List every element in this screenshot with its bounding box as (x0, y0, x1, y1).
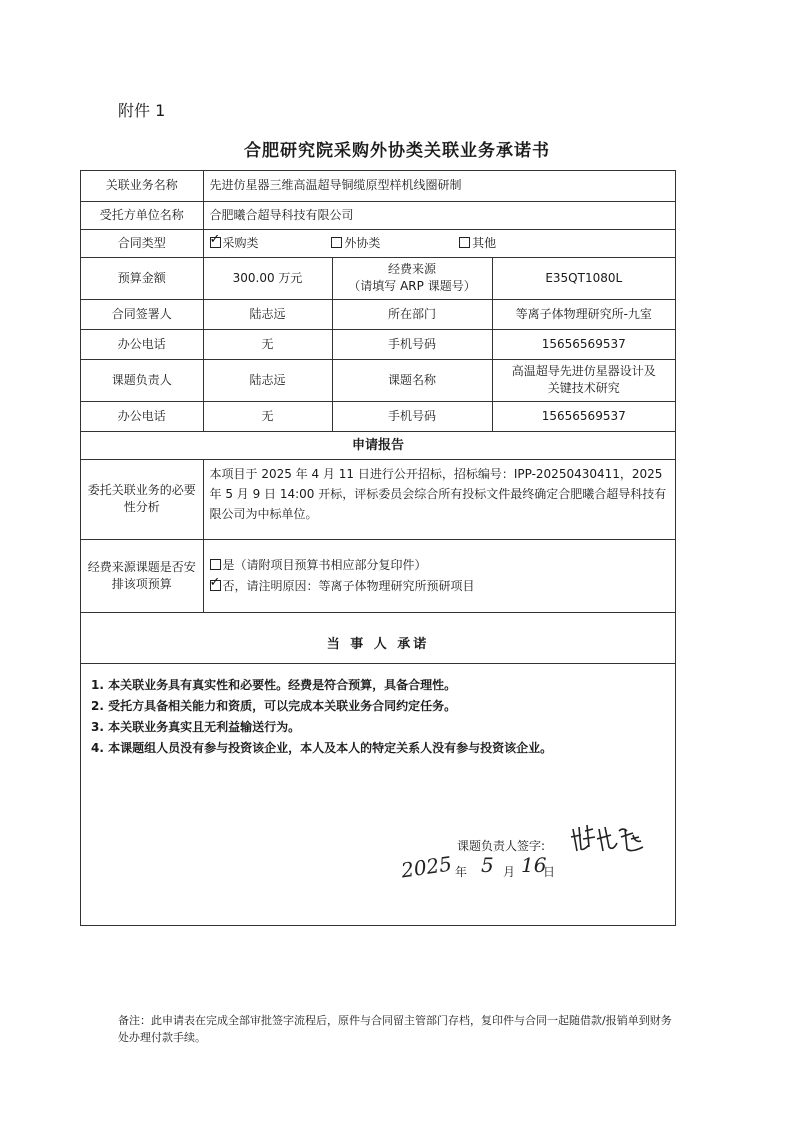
handwritten-signature (569, 821, 649, 857)
business-name-value: 先进仿星器三维高温超导铜缆原型样机线圈研制 (203, 171, 675, 201)
contract-type-option[interactable]: ✓ 采购类 (209, 231, 259, 250)
pledge-item: 1. 本关联业务具有真实性和必要性。经费是符合预算，具备合理性。 (91, 678, 457, 692)
signer-label: 合同签署人 (81, 299, 203, 329)
info-table (81, 171, 675, 613)
application-heading: 申请报告 (81, 431, 675, 459)
date-year: 2025 (399, 851, 454, 883)
dept-label: 所在部门 (332, 299, 492, 329)
attachment-label: 附件 1 (118, 101, 166, 120)
client-label: 受托方单位名称 (81, 201, 203, 229)
pledge-heading: 当 事 人 承诺 (81, 626, 675, 664)
checkbox-icon (459, 237, 470, 248)
pledge-item: 3. 本关联业务真实且无利益输送行为。 (91, 720, 301, 734)
signature-date (393, 853, 593, 893)
client-value: 合肥曦合超导科技有限公司 (203, 201, 675, 229)
pledge-list (91, 675, 552, 759)
dept-value: 等离子体物理研究所-九室 (492, 299, 675, 329)
fund-source-value: E35QT1080L (492, 257, 675, 299)
date-month: 5 (481, 853, 494, 877)
mobile-label: 手机号码 (332, 401, 492, 431)
footnote: 备注：此申请表在完成全部审批签字流程后，原件与合同留主管部门存档，复印件与合同一起随借款/报销单到财务处办理付款手续。 (118, 1014, 672, 1044)
office-phone-value: 无 (203, 401, 332, 431)
form-sheet (80, 170, 676, 926)
office-phone-label: 办公电话 (81, 401, 203, 431)
mobile-value: 15656569537 (492, 329, 675, 359)
office-phone-label: 办公电话 (81, 329, 203, 359)
project-name-label: 课题名称 (332, 359, 492, 401)
signer-value: 陆志远 (203, 299, 332, 329)
document-title: 合肥研究院采购外协类关联业务承诺书 (244, 141, 550, 161)
contract-type-option[interactable]: 外协类 (331, 235, 455, 252)
date-month-unit: 月 (503, 865, 516, 879)
pledge-item: 4. 本课题组人员没有参与投资该企业，本人及本人的特定关系人没有参与投资该企业。 (91, 741, 553, 755)
office-phone-value: 无 (203, 329, 332, 359)
necessity-label: 委托关联业务的必要性分析 (81, 459, 203, 539)
fund-source-label (332, 257, 492, 299)
business-name-label: 关联业务名称 (81, 171, 203, 201)
contract-type-label: 合同类型 (81, 229, 203, 257)
checkbox-checked-icon: ✓ (209, 574, 221, 590)
checkbox-icon (331, 237, 342, 248)
budget-check-options (203, 539, 675, 612)
budget-check-label: 经费来源课题是否安排该项预算 (81, 539, 203, 612)
necessity-text: 本项目于 2025 年 4 月 11 日进行公开招标，招标编号：IPP-20250430411，2025 年 5 月 9 日 14:00 开标，评标委员会综合所有投标文件最终确定合肥曦合超导科技有限公司为中标单位。 (203, 459, 675, 539)
option-no[interactable]: ✓ 否，请注明原因：等离子体物理研究所预研项目 (209, 574, 475, 593)
checkbox-checked-icon: ✓ (209, 231, 221, 247)
mobile-label: 手机号码 (332, 329, 492, 359)
contract-type-options (203, 229, 675, 257)
fund-source-hint: （请填写 ARP 课题号） (348, 279, 476, 293)
date-year-unit: 年 (455, 865, 468, 879)
leader-label: 课题负责人 (81, 359, 203, 401)
mobile-value: 15656569537 (492, 401, 675, 431)
contract-type-option[interactable]: 其他 (459, 235, 496, 252)
option-yes[interactable]: 是（请附项目预算书相应部分复印件） (210, 557, 670, 574)
date-day: 16 (521, 853, 547, 877)
budget-label: 预算金额 (81, 257, 203, 299)
project-name-value: 高温超导先进仿星器设计及关键技术研究 (492, 359, 675, 401)
leader-value: 陆志远 (203, 359, 332, 401)
signature-label: 课题负责人签字: (457, 839, 546, 853)
pledge-item: 2. 受托方具备相关能力和资质，可以完成本关联业务合同约定任务。 (91, 699, 457, 713)
budget-value: 300.00 万元 (203, 257, 332, 299)
date-day-unit: 日 (543, 865, 556, 879)
fund-source-title: 经费来源 (387, 262, 436, 276)
checkbox-icon (210, 559, 221, 570)
